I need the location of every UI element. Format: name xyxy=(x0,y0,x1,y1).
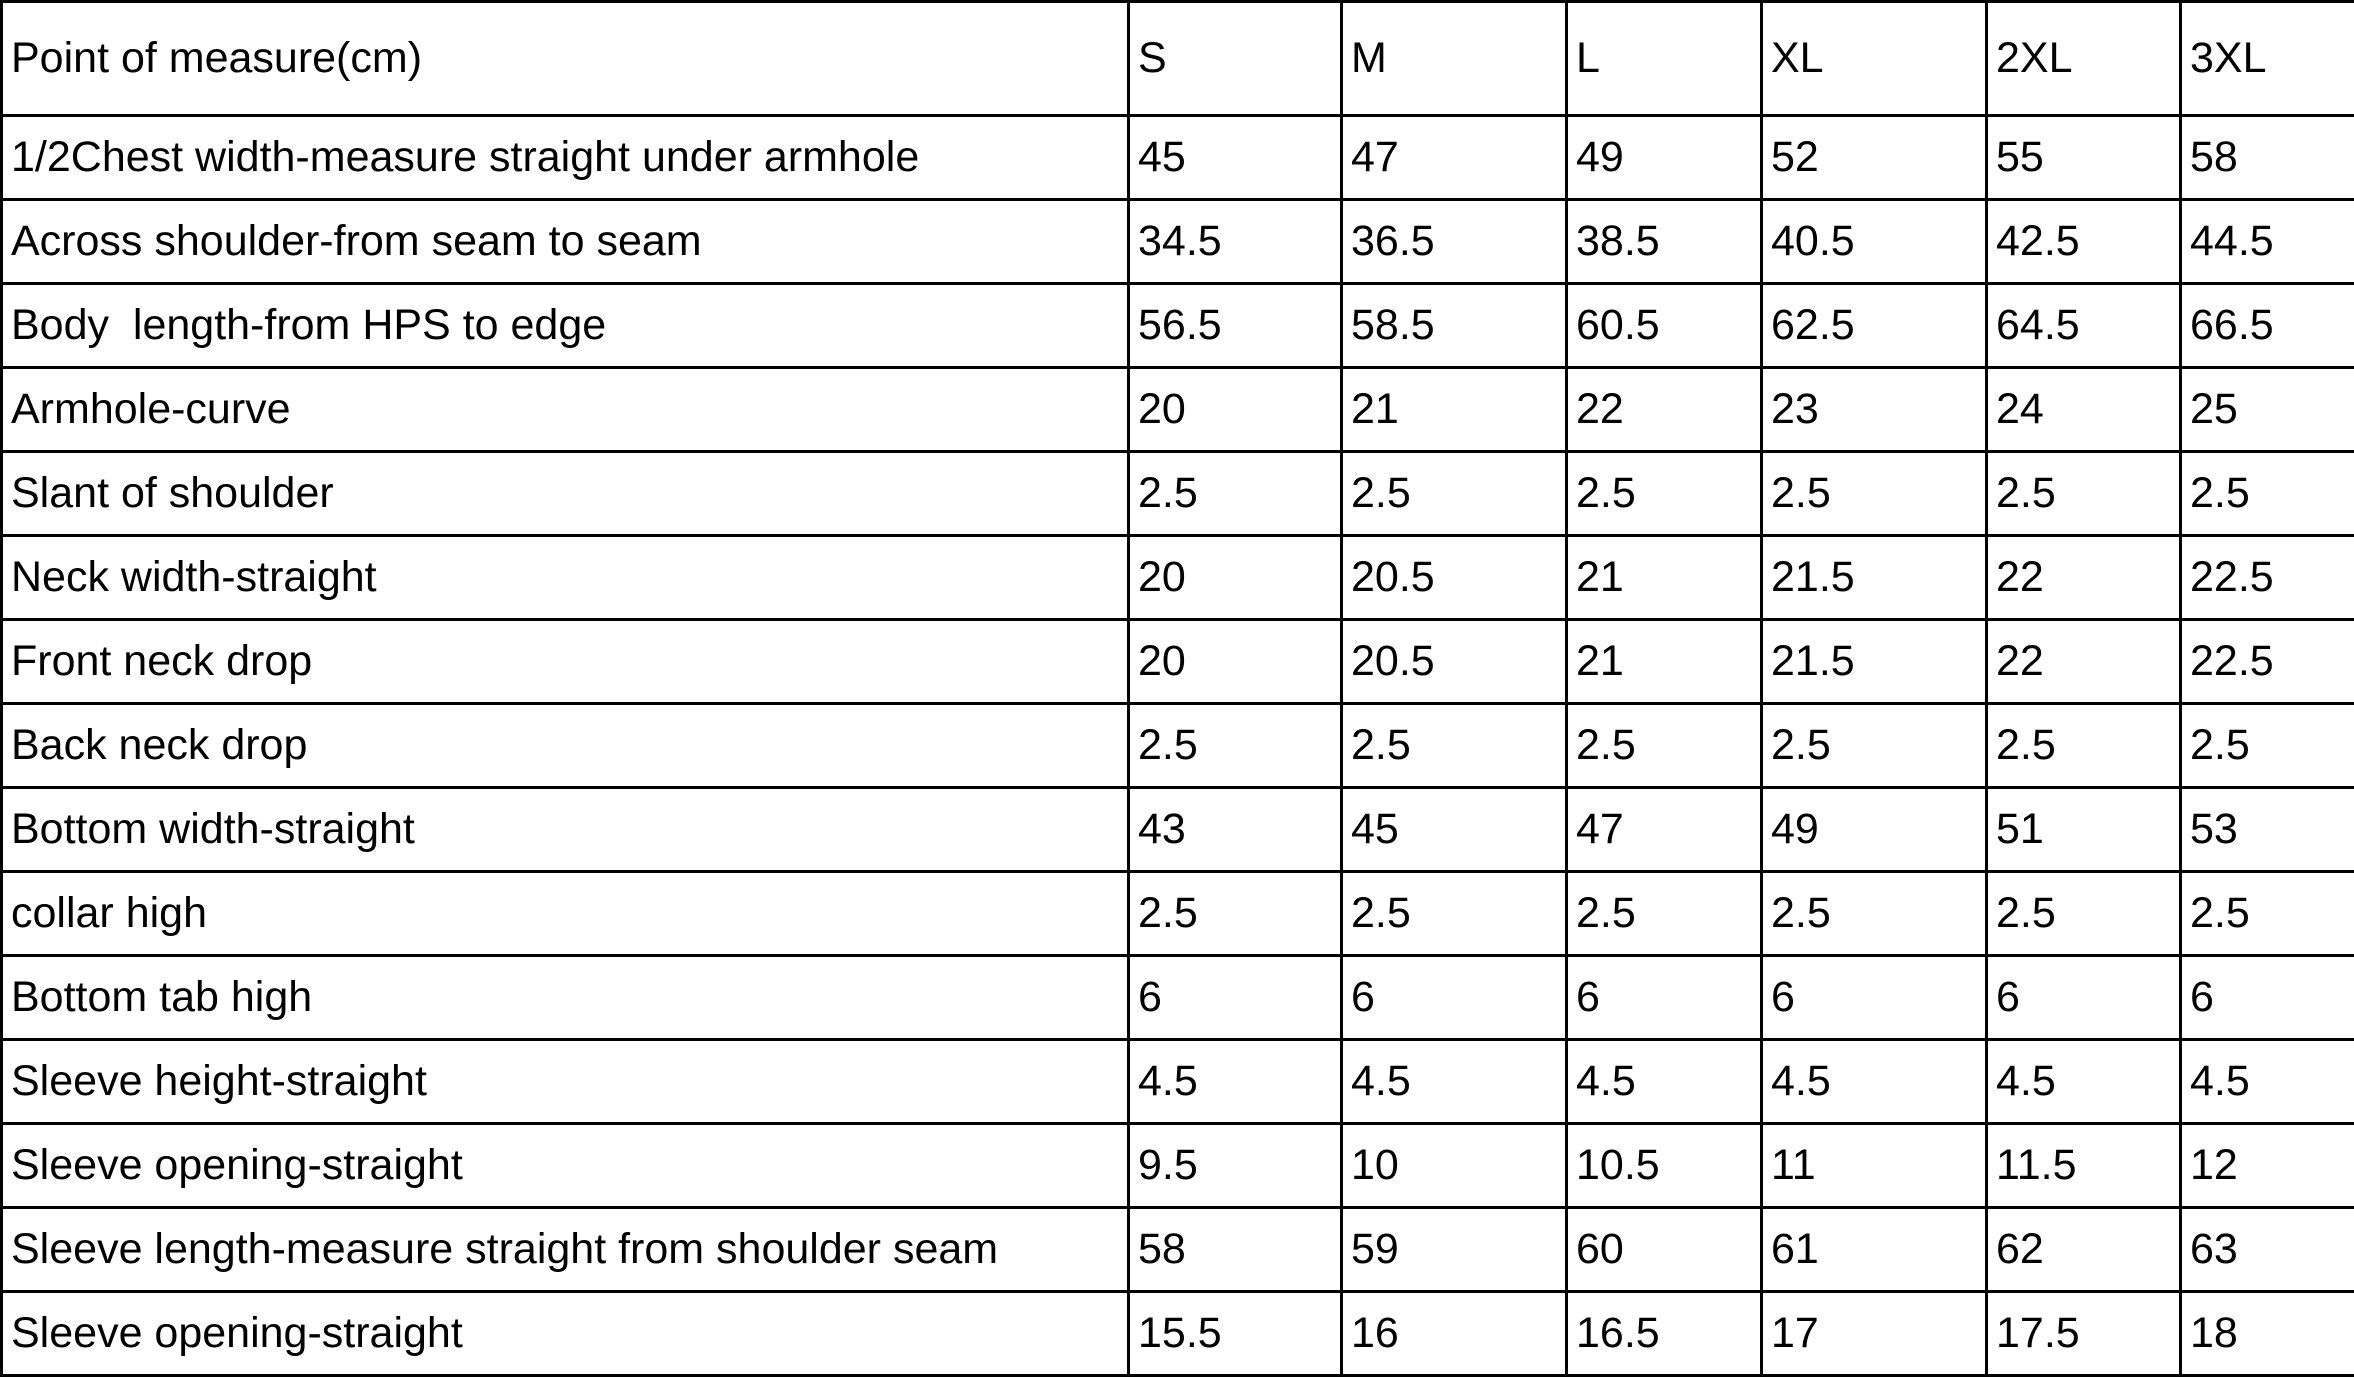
size-value-cell: 43 xyxy=(1129,788,1342,872)
size-value-cell: 21.5 xyxy=(1762,536,1987,620)
column-header-size-3xl: 3XL xyxy=(2181,2,2354,116)
size-value-cell: 2.5 xyxy=(2181,872,2354,956)
size-value-cell: 10 xyxy=(1342,1124,1567,1208)
size-value-cell: 18 xyxy=(2181,1292,2354,1376)
size-value-cell: 15.5 xyxy=(1129,1292,1342,1376)
size-value-cell: 2.5 xyxy=(1762,452,1987,536)
row-label: 1/2Chest width-measure straight under armhole xyxy=(2,116,1129,200)
size-value-cell: 55 xyxy=(1987,116,2181,200)
size-value-cell: 2.5 xyxy=(1129,872,1342,956)
size-value-cell: 64.5 xyxy=(1987,284,2181,368)
size-value-cell: 49 xyxy=(1567,116,1762,200)
size-value-cell: 38.5 xyxy=(1567,200,1762,284)
size-value-cell: 21 xyxy=(1567,536,1762,620)
size-chart-row xyxy=(2,368,2354,452)
row-label: Bottom width-straight xyxy=(2,788,1129,872)
column-header-size-m: M xyxy=(1342,2,1567,116)
size-value-cell: 23 xyxy=(1762,368,1987,452)
size-value-cell: 6 xyxy=(1987,956,2181,1040)
size-value-cell: 47 xyxy=(1342,116,1567,200)
size-value-cell: 22 xyxy=(1567,368,1762,452)
size-value-cell: 63 xyxy=(2181,1208,2354,1292)
size-value-cell: 62 xyxy=(1987,1208,2181,1292)
size-value-cell: 49 xyxy=(1762,788,1987,872)
size-value-cell: 4.5 xyxy=(1987,1040,2181,1124)
size-value-cell: 22.5 xyxy=(2181,536,2354,620)
row-label: collar high xyxy=(2,872,1129,956)
size-value-cell: 4.5 xyxy=(1567,1040,1762,1124)
size-value-cell: 24 xyxy=(1987,368,2181,452)
size-value-cell: 2.5 xyxy=(1762,704,1987,788)
row-label: Slant of shoulder xyxy=(2,452,1129,536)
size-value-cell: 12 xyxy=(2181,1124,2354,1208)
size-chart-row xyxy=(2,116,2354,200)
size-value-cell: 44.5 xyxy=(2181,200,2354,284)
size-value-cell: 22 xyxy=(1987,536,2181,620)
column-header-size-l: L xyxy=(1567,2,1762,116)
size-chart-row xyxy=(2,788,2354,872)
size-value-cell: 9.5 xyxy=(1129,1124,1342,1208)
size-value-cell: 20 xyxy=(1129,536,1342,620)
size-value-cell: 34.5 xyxy=(1129,200,1342,284)
size-value-cell: 56.5 xyxy=(1129,284,1342,368)
size-value-cell: 47 xyxy=(1567,788,1762,872)
size-value-cell: 62.5 xyxy=(1762,284,1987,368)
size-value-cell: 21 xyxy=(1342,368,1567,452)
size-value-cell: 60 xyxy=(1567,1208,1762,1292)
size-value-cell: 16 xyxy=(1342,1292,1567,1376)
size-value-cell: 40.5 xyxy=(1762,200,1987,284)
row-label: Sleeve length-measure straight from shoulder seam xyxy=(2,1208,1129,1292)
size-value-cell: 2.5 xyxy=(1567,704,1762,788)
row-label: Sleeve opening-straight xyxy=(2,1124,1129,1208)
size-value-cell: 45 xyxy=(1129,116,1342,200)
size-value-cell: 2.5 xyxy=(1987,872,2181,956)
row-label: Armhole-curve xyxy=(2,368,1129,452)
size-value-cell: 21.5 xyxy=(1762,620,1987,704)
size-value-cell: 17 xyxy=(1762,1292,1987,1376)
size-chart-row xyxy=(2,1292,2354,1376)
size-value-cell: 20 xyxy=(1129,620,1342,704)
size-value-cell: 52 xyxy=(1762,116,1987,200)
size-chart-row xyxy=(2,704,2354,788)
size-value-cell: 2.5 xyxy=(1987,452,2181,536)
size-value-cell: 58.5 xyxy=(1342,284,1567,368)
size-value-cell: 60.5 xyxy=(1567,284,1762,368)
size-value-cell: 6 xyxy=(1762,956,1987,1040)
size-value-cell: 53 xyxy=(2181,788,2354,872)
size-chart-row xyxy=(2,1124,2354,1208)
size-value-cell: 4.5 xyxy=(2181,1040,2354,1124)
size-value-cell: 4.5 xyxy=(1129,1040,1342,1124)
size-value-cell: 36.5 xyxy=(1342,200,1567,284)
size-value-cell: 25 xyxy=(2181,368,2354,452)
size-value-cell: 17.5 xyxy=(1987,1292,2181,1376)
size-value-cell: 61 xyxy=(1762,1208,1987,1292)
size-value-cell: 51 xyxy=(1987,788,2181,872)
size-value-cell: 2.5 xyxy=(1129,704,1342,788)
size-value-cell: 10.5 xyxy=(1567,1124,1762,1208)
size-value-cell: 6 xyxy=(1129,956,1342,1040)
row-label: Neck width-straight xyxy=(2,536,1129,620)
size-value-cell: 11.5 xyxy=(1987,1124,2181,1208)
size-chart-row xyxy=(2,284,2354,368)
size-chart-row xyxy=(2,1208,2354,1292)
size-value-cell: 4.5 xyxy=(1342,1040,1567,1124)
size-value-cell: 20.5 xyxy=(1342,620,1567,704)
size-value-cell: 42.5 xyxy=(1987,200,2181,284)
row-label: Body length-from HPS to edge xyxy=(2,284,1129,368)
size-chart-row xyxy=(2,956,2354,1040)
size-value-cell: 59 xyxy=(1342,1208,1567,1292)
size-value-cell: 2.5 xyxy=(1342,704,1567,788)
size-value-cell: 21 xyxy=(1567,620,1762,704)
size-value-cell: 2.5 xyxy=(2181,704,2354,788)
size-value-cell: 66.5 xyxy=(2181,284,2354,368)
column-header-size-xl: XL xyxy=(1762,2,1987,116)
size-chart-row xyxy=(2,452,2354,536)
size-value-cell: 2.5 xyxy=(1567,452,1762,536)
size-value-cell: 2.5 xyxy=(2181,452,2354,536)
size-value-cell: 2.5 xyxy=(1762,872,1987,956)
size-value-cell: 16.5 xyxy=(1567,1292,1762,1376)
size-value-cell: 58 xyxy=(2181,116,2354,200)
size-value-cell: 22.5 xyxy=(2181,620,2354,704)
size-chart-row xyxy=(2,536,2354,620)
size-chart-row xyxy=(2,200,2354,284)
size-value-cell: 2.5 xyxy=(1567,872,1762,956)
row-label: Sleeve opening-straight xyxy=(2,1292,1129,1376)
size-value-cell: 2.5 xyxy=(1129,452,1342,536)
size-value-cell: 2.5 xyxy=(1342,872,1567,956)
size-chart-row xyxy=(2,872,2354,956)
row-label: Sleeve height-straight xyxy=(2,1040,1129,1124)
size-value-cell: 58 xyxy=(1129,1208,1342,1292)
size-value-cell: 2.5 xyxy=(1987,704,2181,788)
size-value-cell: 20 xyxy=(1129,368,1342,452)
row-label: Back neck drop xyxy=(2,704,1129,788)
size-value-cell: 6 xyxy=(1342,956,1567,1040)
size-chart-row xyxy=(2,1040,2354,1124)
size-value-cell: 45 xyxy=(1342,788,1567,872)
size-value-cell: 6 xyxy=(1567,956,1762,1040)
size-value-cell: 20.5 xyxy=(1342,536,1567,620)
size-value-cell: 11 xyxy=(1762,1124,1987,1208)
column-header-point-of-measure: Point of measure(cm) xyxy=(2,2,1129,116)
size-chart-row xyxy=(2,620,2354,704)
size-value-cell: 22 xyxy=(1987,620,2181,704)
size-value-cell: 6 xyxy=(2181,956,2354,1040)
column-header-size-s: S xyxy=(1129,2,1342,116)
row-label: Bottom tab high xyxy=(2,956,1129,1040)
column-header-size-2xl: 2XL xyxy=(1987,2,2181,116)
size-value-cell: 4.5 xyxy=(1762,1040,1987,1124)
row-label: Across shoulder-from seam to seam xyxy=(2,200,1129,284)
size-value-cell: 2.5 xyxy=(1342,452,1567,536)
row-label: Front neck drop xyxy=(2,620,1129,704)
size-chart-header-row xyxy=(2,2,2354,116)
